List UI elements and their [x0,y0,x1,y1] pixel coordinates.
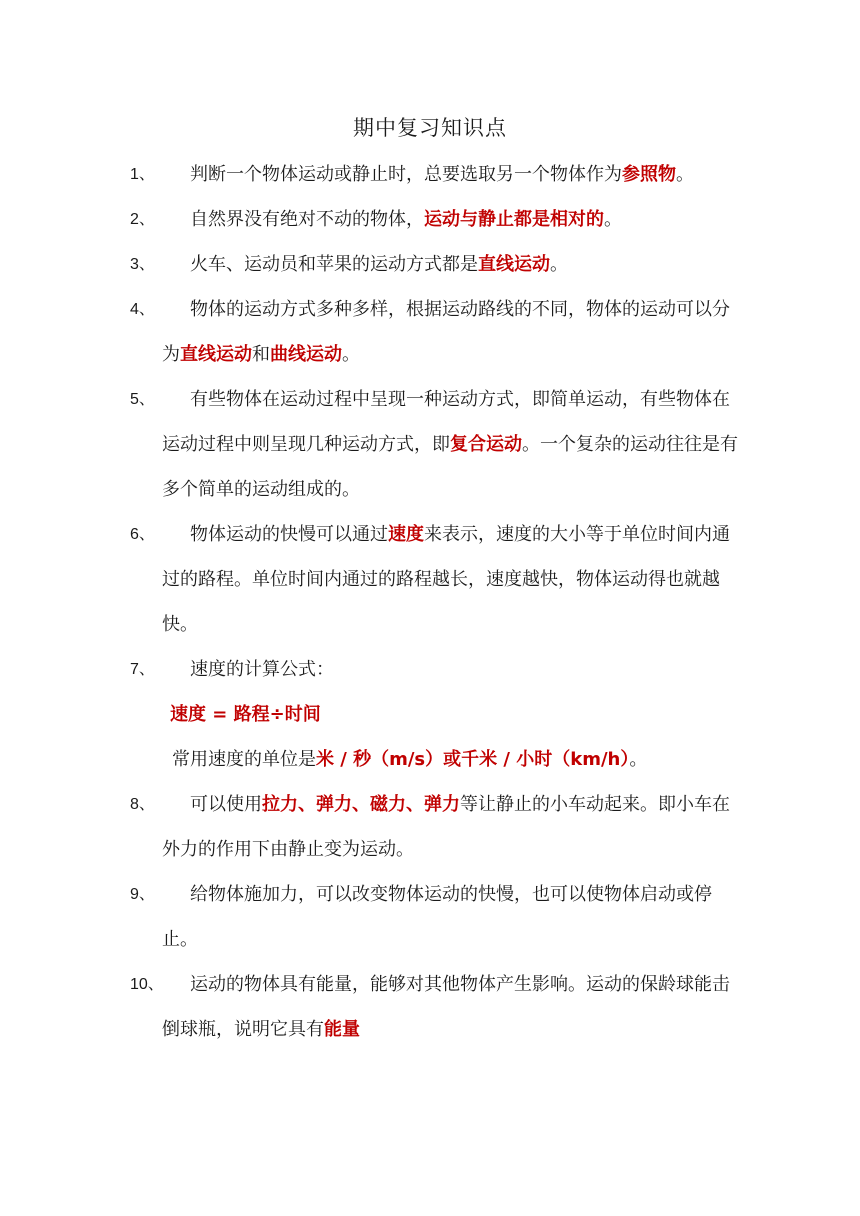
body-text: 给物体施加力，可以改变物体运动的快慢，也可以使物体启动或停止。 [162,884,712,950]
body-text: 判断一个物体运动或静止时，总要选取另一个物体作为 [190,164,622,185]
highlight-text: 能量 [324,1019,360,1040]
body-text: 。 [604,209,622,230]
highlight-text: 拉力、弹力、磁力、弹力 [262,794,460,815]
item-number: 4、 [130,301,155,318]
item-number: 8、 [130,796,155,813]
list-item [130,377,740,512]
item-number: 2、 [130,211,155,228]
list-item [130,782,740,872]
body-text: 和 [252,344,270,365]
knowledge-list [130,152,740,1052]
item-number: 6、 [130,526,155,543]
item-number: 7、 [130,661,155,678]
body-text: 。 [550,254,568,275]
list-item [130,242,740,287]
highlight-text: 运动与静止都是相对的 [424,209,604,230]
list-item [130,287,740,377]
item-number: 9、 [130,886,155,903]
formula-text: 速度 = 路程÷时间 [170,704,321,725]
list-item [130,647,740,692]
speed-formula [130,692,740,737]
highlight-text: 曲线运动 [270,344,342,365]
item-number: 5、 [130,391,155,408]
list-item [130,512,740,647]
list-item [130,872,740,962]
item-number: 10、 [130,976,164,993]
knowledge-items-8-10 [130,782,740,1052]
body-text: 常用速度的单位是 [172,749,316,770]
body-text: 可以使用 [190,794,262,815]
body-text: 。一个复杂的运动往往是有多个简单的运动组成的。 [162,434,738,500]
body-text: 运动的物体具有能量，能够对其他物体产生影响。运动的保龄球能击倒球瓶，说明它具有 [162,974,730,1040]
body-text: 自然界没有绝对不动的物体， [190,209,424,230]
list-item [130,152,740,197]
speed-units-line [130,737,740,782]
body-text: 火车、运动员和苹果的运动方式都是 [190,254,478,275]
body-text: 有些物体在运动过程中呈现一种运动方式，即简单运动，有些物体在运动过程中则呈现几种运动方式，即 [162,389,730,455]
list-item [130,962,740,1052]
page-title: 期中复习知识点 [353,116,507,140]
body-text: 物体运动的快慢可以通过 [190,524,388,545]
body-text: 。 [342,344,360,365]
highlight-text: 直线运动 [478,254,550,275]
item-number: 1、 [130,166,155,183]
knowledge-items-1-7 [130,152,740,692]
body-text: 。 [676,164,694,185]
highlight-text: 直线运动 [180,344,252,365]
highlight-text: 米 / 秒（m/s）或千米 / 小时（km/h） [316,749,630,770]
list-item [130,197,740,242]
body-text: 物体的运动方式多种多样，根据运动路线的不同，物体的运动可以分为 [162,299,730,365]
body-text: 来表示，速度的大小等于单位时间内通过的路程。单位时间内通过的路程越长，速度越快，物体运动得也就越快。 [162,524,730,635]
body-text: 速度的计算公式： [190,659,334,680]
highlight-text: 参照物 [622,164,676,185]
highlight-text: 速度 [388,524,424,545]
highlight-text: 复合运动 [450,434,522,455]
body-text: 。 [629,749,648,770]
body-text: 等让静止的小车动起来。即小车在外力的作用下由静止变为运动。 [162,794,730,860]
item-number: 3、 [130,256,155,273]
